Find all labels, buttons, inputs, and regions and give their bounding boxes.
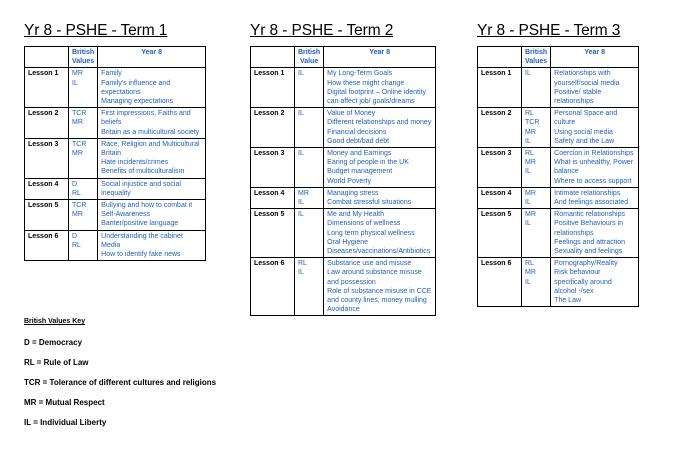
lesson-topic: Family's influence and expectations (101, 79, 171, 96)
lesson-topics-cell (324, 108, 436, 148)
lesson-topics-cell (324, 209, 436, 258)
british-value-code: IL (298, 70, 304, 78)
lesson-topics-cell (324, 148, 436, 188)
lesson-topics-cell (551, 187, 639, 208)
table-row (251, 258, 436, 316)
lesson-label: Lesson 3 (25, 138, 69, 178)
table-row (25, 138, 206, 178)
lesson-label: Lesson 5 (478, 209, 522, 258)
british-value-code: MR (525, 269, 536, 277)
key-item-individual-liberty: IL = Individual Liberty (24, 418, 107, 427)
lesson-topic: Sexuality and feelings (554, 248, 623, 256)
lesson-topic: Banter/positive language (101, 220, 179, 228)
table-row (251, 68, 436, 108)
lesson-topic: Personal Space and culture (554, 110, 618, 127)
british-value-code: IL (298, 199, 304, 207)
british-value-code: TCR (72, 110, 87, 118)
lesson-topic: What is unhealthy, Power balance (554, 159, 634, 176)
term-3-table (477, 46, 639, 307)
lesson-topic: Managing expectations (101, 98, 174, 106)
lesson-topic: Dimensions of wellness (327, 220, 401, 228)
british-values-cell (295, 148, 324, 188)
lesson-topics-cell (98, 200, 206, 231)
header-blank (25, 47, 69, 68)
lesson-label: Lesson 1 (25, 68, 69, 108)
lesson-topic: And feelings associated (554, 199, 629, 207)
lesson-label: Lesson 6 (25, 230, 69, 261)
lesson-topics-cell (98, 178, 206, 199)
table-row (478, 187, 639, 208)
british-value-code: MR (525, 128, 536, 136)
lesson-topic: How to identify fake news (101, 251, 181, 259)
british-value-code: RL (72, 241, 81, 249)
lesson-topic: Oral Hygiene (327, 238, 369, 246)
lesson-topic: Earing of people in the UK (327, 159, 409, 167)
british-value-code: TCR (525, 119, 540, 127)
british-value-code: RL (72, 189, 81, 197)
lesson-topics-cell (551, 148, 639, 188)
british-value-code: IL (298, 110, 304, 118)
lesson-topic: Managing stress (327, 189, 379, 197)
lesson-topic: Feelings and attraction (554, 238, 625, 246)
lesson-topics-cell (551, 209, 639, 258)
british-value-code: IL (298, 269, 304, 277)
british-values-cell (522, 258, 551, 307)
british-values-cell (69, 230, 98, 261)
lesson-topic: Good debt/bad debt (327, 137, 390, 145)
lesson-topic: Money and Earnings (327, 150, 392, 158)
lesson-topics-cell (98, 230, 206, 261)
british-values-cell (295, 258, 324, 316)
table-row (478, 258, 639, 307)
british-value-code: MR (525, 211, 536, 219)
lesson-topic: Substance use and misuse (327, 260, 412, 268)
lesson-topic: Positive/ stable relationships (554, 88, 602, 106)
lesson-label: Lesson 3 (251, 148, 295, 188)
table-row (251, 108, 436, 148)
term-1-section (24, 22, 206, 261)
british-value-code: RL (525, 110, 534, 118)
term-1-title: Yr 8 - PSHE - Term 1 (24, 22, 168, 39)
british-value-code: RL (525, 260, 534, 268)
lesson-topics-cell (98, 138, 206, 178)
british-values-cell (69, 200, 98, 231)
lesson-topic: Media (101, 241, 121, 249)
lesson-topic: Hate incidents/crimes (101, 159, 169, 167)
lesson-topic: My Long-Term Goals (327, 70, 393, 78)
lesson-topic: Me and My Health (327, 211, 384, 219)
british-value-code: RL (525, 150, 534, 158)
header-blank (251, 47, 295, 68)
british-value-code: RL (298, 260, 307, 268)
lesson-topics-cell (551, 108, 639, 148)
table-row (478, 148, 639, 188)
term-1-table (24, 46, 206, 261)
lesson-topic: Bullying and how to combat it (101, 202, 193, 210)
british-values-cell (522, 68, 551, 108)
british-value-code: IL (525, 278, 531, 286)
british-values-cell (69, 68, 98, 108)
table-row (251, 209, 436, 258)
table-row (25, 178, 206, 199)
british-values-cell (522, 209, 551, 258)
table-row (25, 108, 206, 139)
lesson-topic: Avoidance (327, 306, 360, 314)
table-header-row (25, 47, 206, 68)
lesson-topic: Intimate relationships (554, 189, 621, 197)
lesson-topic: Understanding the cabinet (101, 232, 183, 240)
lesson-topic: Benefits of multiculturalism (101, 168, 185, 176)
british-value-code: IL (72, 79, 78, 87)
lesson-topics-cell (551, 68, 639, 108)
lesson-label: Lesson 4 (25, 178, 69, 199)
key-item-tolerance: TCR = Tolerance of different cultures and religions (24, 378, 217, 387)
lesson-topic: Positive Behaviours in relationships (554, 220, 624, 237)
british-value-code: IL (298, 211, 304, 219)
table-row (478, 108, 639, 148)
lesson-topic: Social injustice and social inequality (101, 180, 181, 197)
lesson-topic: Relationships with yourself/social media (554, 70, 620, 87)
lesson-label: Lesson 2 (25, 108, 69, 139)
british-values-cell (522, 187, 551, 208)
lesson-topic: Where to access support (554, 177, 632, 185)
header-british-values: British Values (522, 47, 551, 68)
lesson-topic: World Poverty (327, 177, 372, 185)
british-values-cell (295, 187, 324, 208)
british-value-code: TCR (72, 140, 87, 148)
lesson-topic: How these might change (327, 79, 405, 87)
lesson-label: Lesson 5 (25, 200, 69, 231)
british-value-code: IL (525, 70, 531, 78)
key-item-mutual-respect: MR = Mutual Respect (24, 398, 105, 407)
lesson-topic: Risk behaviour specifically around alcohol -/sex (554, 269, 612, 295)
british-value-code: IL (525, 137, 531, 145)
table-row (251, 187, 436, 208)
lesson-label: Lesson 2 (251, 108, 295, 148)
lesson-topic: Role of substance misuse in CCE and county lines, money mulling (327, 287, 432, 305)
british-values-cell (69, 108, 98, 139)
british-value-code: D (72, 180, 78, 188)
lesson-label: Lesson 2 (478, 108, 522, 148)
table-row (478, 209, 639, 258)
british-value-code: MR (72, 150, 83, 158)
lesson-topic: Britain as a multicultural society (101, 128, 200, 136)
british-values-cell (295, 209, 324, 258)
lesson-label: Lesson 4 (478, 187, 522, 208)
table-row (25, 230, 206, 261)
lesson-label: Lesson 6 (251, 258, 295, 316)
british-value-code: IL (525, 199, 531, 207)
lesson-topics-cell (98, 108, 206, 139)
lesson-topic: The Law (554, 297, 582, 305)
lesson-topics-cell (324, 187, 436, 208)
lesson-topics-cell (324, 68, 436, 108)
lesson-topics-cell (551, 258, 639, 307)
table-row (25, 68, 206, 108)
british-value-code: MR (72, 211, 83, 219)
lesson-topic: Financial decisions (327, 128, 387, 136)
lesson-label: Lesson 1 (251, 68, 295, 108)
key-item-rule-of-law: RL = Rule of Law (24, 358, 89, 367)
lesson-topics-cell (98, 68, 206, 108)
british-value-code: IL (525, 220, 531, 228)
lesson-topic: Self-Awareness (101, 211, 151, 219)
british-values-cell (69, 178, 98, 199)
british-value-code: TCR (72, 202, 87, 210)
lesson-topic: Family (101, 70, 122, 78)
key-item-democracy: D = Democracy (24, 338, 83, 347)
lesson-topic: Digital footprint – Online identity can affect job/ goals/dreams (327, 88, 427, 106)
lesson-label: Lesson 1 (478, 68, 522, 108)
term-2-section (250, 22, 436, 316)
lesson-topic: Combat stressful situations (327, 199, 412, 207)
lesson-topics-cell (324, 258, 436, 316)
british-values-cell (69, 138, 98, 178)
key-title: British Values Key (24, 318, 86, 325)
lesson-topic: Different relationships and money (327, 119, 432, 127)
table-row (25, 200, 206, 231)
table-header-row (478, 47, 639, 68)
lesson-topic: Romantic relationships (554, 211, 625, 219)
lesson-label: Lesson 5 (251, 209, 295, 258)
table-row (478, 68, 639, 108)
lesson-topic: First impressions, Faiths and beliefs (101, 110, 191, 127)
lesson-topic: Coercion in Relationships (554, 150, 634, 158)
british-value-code: MR (525, 159, 536, 167)
lesson-topic: Law around substance misuse and possession (327, 269, 422, 286)
british-values-cell (522, 108, 551, 148)
british-values-cell (522, 148, 551, 188)
term-3-section (477, 22, 639, 307)
british-value-code: IL (525, 168, 531, 176)
term-2-table (250, 46, 436, 316)
lesson-topic: Long term physical wellness (327, 229, 415, 237)
british-values-cell (295, 108, 324, 148)
header-blank (478, 47, 522, 68)
lesson-topic: Value of Money (327, 110, 376, 118)
header-british-values: British Values (69, 47, 98, 68)
header-year: Year 8 (324, 47, 436, 68)
term-3-title: Yr 8 - PSHE - Term 3 (477, 22, 621, 39)
header-year: Year 8 (98, 47, 206, 68)
lesson-topic: Safety and the Law (554, 137, 615, 145)
lesson-label: Lesson 4 (251, 187, 295, 208)
header-year: Year 8 (551, 47, 639, 68)
header-british-value: British Value (295, 47, 324, 68)
british-value-code: MR (525, 189, 536, 197)
british-values-key (24, 318, 216, 438)
term-2-title: Yr 8 - PSHE - Term 2 (250, 22, 394, 39)
lesson-label: Lesson 6 (478, 258, 522, 307)
lesson-topic: Race, Religion and Multicultural Britain (101, 140, 200, 158)
british-value-code: D (72, 232, 78, 240)
british-value-code: IL (298, 150, 304, 158)
british-values-cell (295, 68, 324, 108)
table-header-row (251, 47, 436, 68)
lesson-topic: Diseases/vaccinations/Antibiotics (327, 248, 431, 256)
british-value-code: MR (72, 119, 83, 127)
british-value-code: MR (298, 189, 309, 197)
british-value-code: MR (72, 70, 83, 78)
lesson-topic: Budget management (327, 168, 393, 176)
table-row (251, 148, 436, 188)
lesson-label: Lesson 3 (478, 148, 522, 188)
lesson-topic: Using social media (554, 128, 613, 136)
lesson-topic: Pornography/Reality (554, 260, 618, 268)
